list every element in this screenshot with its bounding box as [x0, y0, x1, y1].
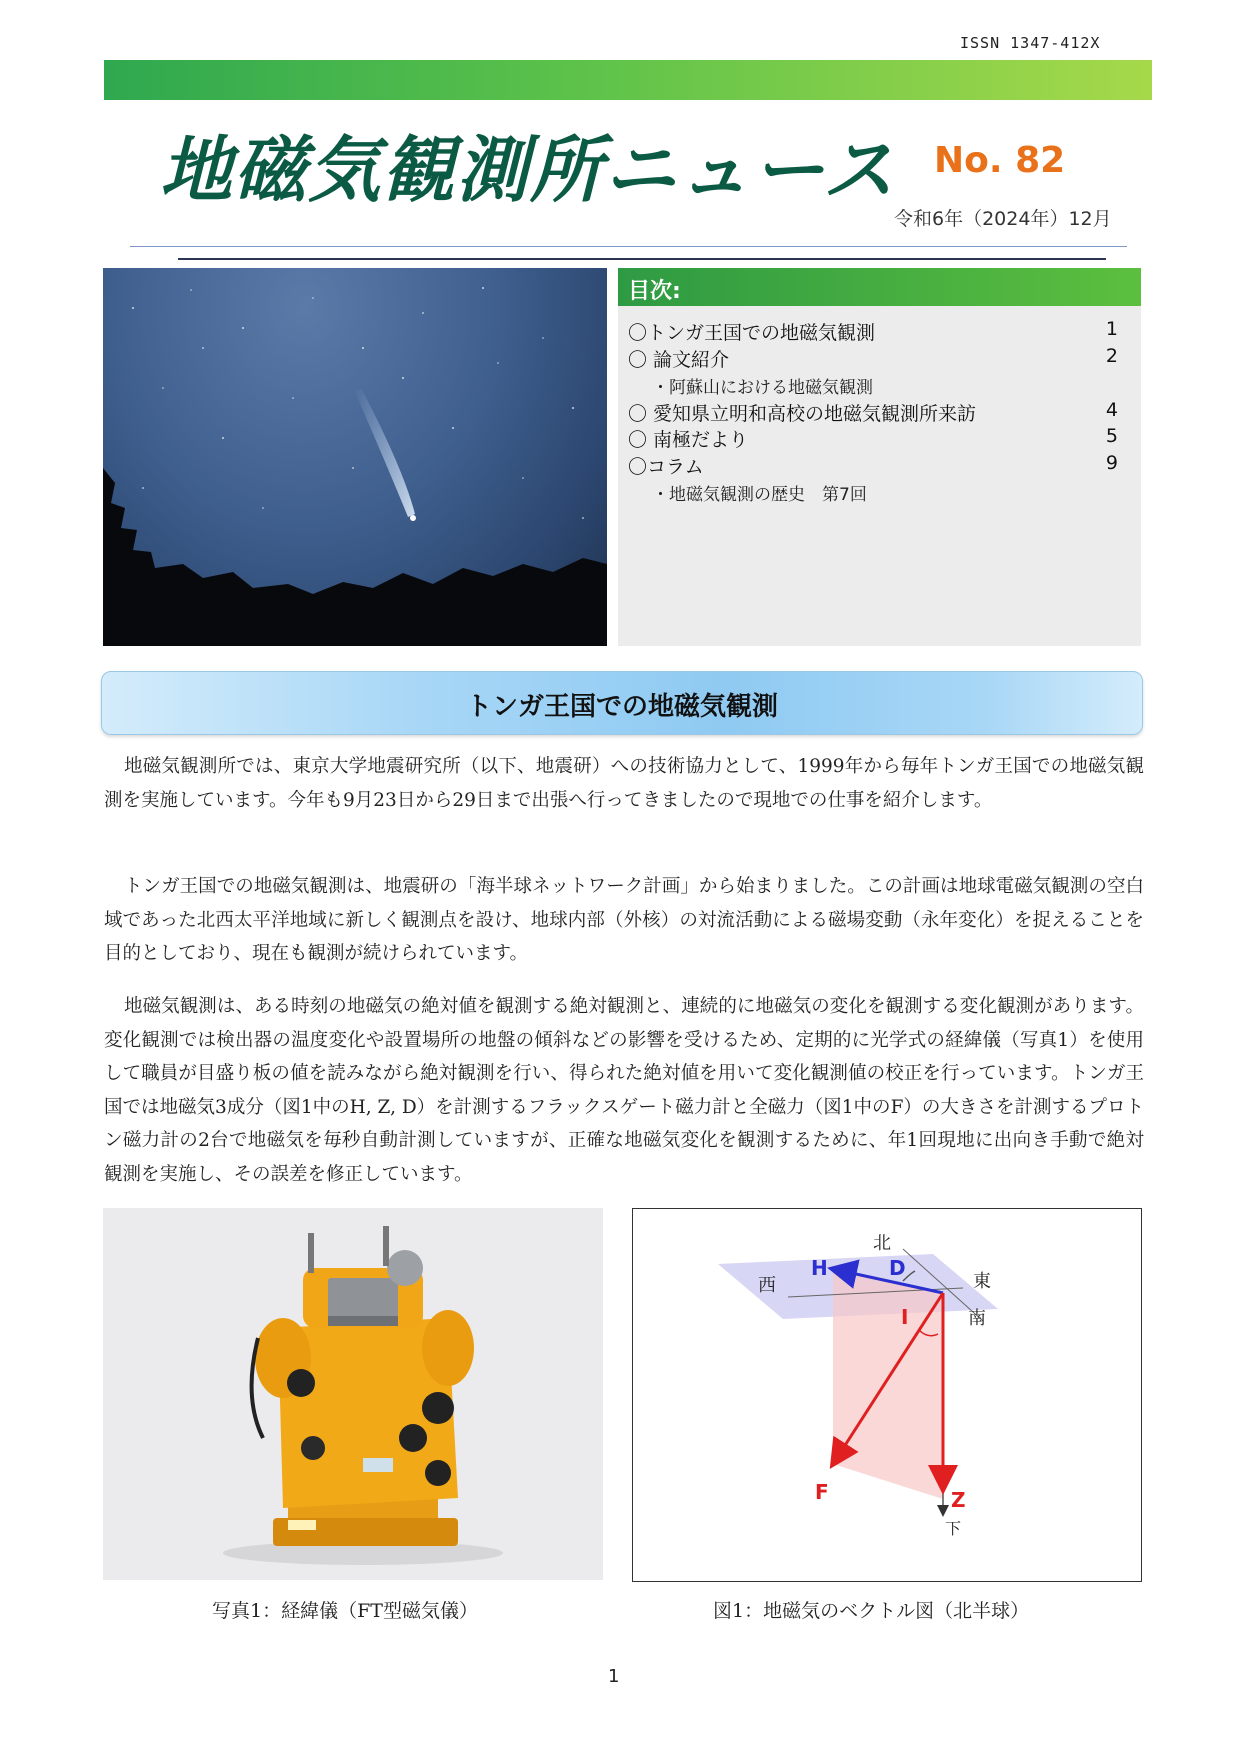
label-i: I [901, 1305, 909, 1329]
section-banner [101, 671, 1143, 735]
toc-item[interactable] [628, 425, 1128, 452]
toc-item-page: 9 [1105, 452, 1118, 474]
header-rule-thin [130, 246, 1127, 247]
treeline-silhouette [103, 468, 607, 646]
issue-date: 令和6年（2024年）12月 [894, 208, 1112, 230]
header-rule-thick [178, 258, 1106, 260]
toc-subitem[interactable]: ・地磁気観測の歴史 第7回 [652, 485, 867, 505]
article-paragraph: 地磁気観測所では、東京大学地震研究所（以下、地震研）への技術協力として、1999年から毎年トンガ王国での地磁気観測を実施しています。今年も9月23日から29日まで出張へ行ってきましたので現地での仕事を紹介します。 [104, 756, 1144, 811]
toc-item[interactable] [628, 318, 1128, 345]
toc-item[interactable] [628, 452, 1128, 479]
label-h: H [811, 1256, 828, 1280]
toc-item[interactable] [628, 345, 1128, 372]
photo-caption: 写真1：経緯儀（FT型磁気儀） [212, 1600, 478, 1622]
label-z: Z [951, 1488, 966, 1512]
label-east: 東 [973, 1271, 991, 1292]
newsletter-title: 地磁気観測所ニュース [160, 128, 897, 212]
toc-item-page: 5 [1105, 425, 1118, 447]
issue-number: No. 82 [934, 140, 1066, 181]
cover-photo-comet [103, 268, 607, 646]
toc-heading: 目次: [628, 279, 681, 304]
toc-item-label: 〇トンガ王国での地磁気観測 [628, 322, 876, 344]
theodolite-image [103, 1208, 603, 1580]
toc-item-label: 〇 愛知県立明和高校の地磁気観測所来訪 [628, 403, 977, 425]
label-d: D [889, 1256, 906, 1280]
vector-diagram-figure [632, 1208, 1142, 1582]
toc-item[interactable] [628, 399, 1128, 426]
toc-item-page: 4 [1105, 399, 1118, 421]
figure-caption: 図1：地磁気のベクトル図（北半球） [713, 1600, 1030, 1622]
label-south: 南 [968, 1308, 986, 1329]
label-north: 北 [873, 1233, 891, 1254]
page-number: 1 [608, 1666, 620, 1687]
theodolite-photo [103, 1208, 603, 1580]
issn-number: ISSN 1347-412X [960, 34, 1101, 52]
comet-tail [355, 388, 415, 517]
comet-night-sky-image [103, 268, 607, 646]
article-paragraph: トンガ王国での地磁気観測は、地震研の「海半球ネットワーク計画」から始まりました。この計画は地球電磁気観測の空白域であった北西太平洋地域に新しく観測点を設け、地球内部（外核）の対流活動による磁場変動（永年変化）を捉えることを目的としており、現在も観測が続けられています。 [104, 876, 1144, 964]
label-down: 下 [945, 1519, 962, 1538]
toc-header [618, 268, 1141, 306]
table-of-contents [618, 268, 1141, 646]
toc-item-label: 〇 南極だより [628, 429, 749, 451]
label-west: 西 [758, 1275, 776, 1296]
toc-item-page: 2 [1105, 345, 1118, 367]
header-green-bar [104, 60, 1152, 100]
geomagnetic-vector-diagram [633, 1209, 1141, 1581]
label-f: F [815, 1480, 829, 1504]
vertical-plane [833, 1269, 943, 1499]
article-paragraph: 地磁気観測は、ある時刻の地磁気の絶対値を観測する絶対観測と、連続的に地磁気の変化を観測する変化観測があります。変化観測では検出器の温度変化や設置場所の地盤の傾斜などの影響を受けるため、定期的に光学式の経緯儀（写真1）を使用して職員が目盛り板の値を読みながら絶対観測を行い、得られた絶対値を用いて変化観測値の校正を行っています。トンガ王国では地磁気3成分（図1中のH, Z, D）を計測するフラックスゲート磁力計と全磁力（図1中のF）の大きさを計測するプロトン磁力計の2台で地磁気を毎秒自動計測していますが、正確な地磁気変化を観測するために、年1回現地に出向き手動で絶対観測を実施し、その誤差を修正しています。 [104, 996, 1144, 1185]
toc-item-page: 1 [1105, 318, 1118, 340]
toc-subitem[interactable]: ・阿蘇山における地磁気観測 [652, 378, 873, 398]
toc-item-label: 〇コラム [628, 456, 704, 478]
toc-item-label: 〇 論文紹介 [628, 349, 730, 371]
section-title: トンガ王国での地磁気観測 [465, 692, 778, 722]
